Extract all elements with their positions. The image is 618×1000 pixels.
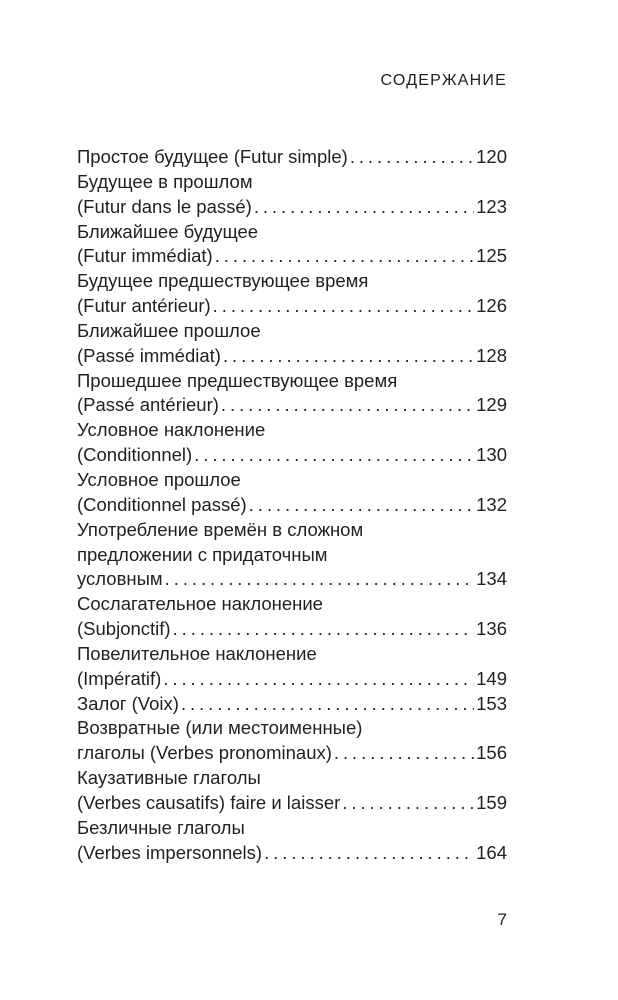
toc-page-number: 159 — [476, 791, 507, 813]
toc-entry-row — [77, 741, 507, 766]
toc-entry-title-line: (Conditionnel) — [77, 444, 193, 466]
toc-entry-title-line: (Conditionnel passé) — [77, 493, 247, 515]
toc-entry-title-line: (Passé antérieur) — [77, 394, 219, 416]
toc-entry[interactable] — [77, 642, 507, 692]
toc-entry-title-line: Каузативные глаголы — [77, 767, 261, 789]
toc-entry-row — [77, 145, 507, 170]
toc-entry[interactable] — [77, 468, 507, 518]
toc-entry-title-line: Условное прошлое — [77, 468, 241, 490]
toc-entry-title-line: (Impératif) — [77, 667, 162, 689]
toc-page-number: 132 — [476, 493, 507, 515]
toc-entry-title-line: (Subjonctif) — [77, 618, 171, 640]
toc-entry-row — [77, 294, 507, 319]
toc-entry-title-line: (Verbes impersonnels) — [77, 841, 263, 863]
toc-entry-title-line: (Verbes causatifs) faire и laisser — [77, 791, 341, 813]
toc-entry[interactable] — [77, 592, 507, 642]
toc-page-number: 149 — [476, 667, 507, 689]
toc-entry-row — [77, 567, 507, 592]
toc-entry-title-line: глаголы (Verbes pronominaux) — [77, 742, 332, 764]
toc-entry-row — [77, 692, 507, 717]
toc-entry[interactable] — [77, 518, 507, 593]
dot-leader — [334, 741, 474, 766]
toc-entry-title-line: Ближайшее прошлое — [77, 319, 261, 341]
dot-leader — [264, 841, 474, 866]
toc-entry[interactable] — [77, 269, 507, 319]
toc-entry-title-line: Употребление времён в сложном — [77, 518, 364, 540]
toc-entry-title-line: Возвратные (или местоименные) — [77, 717, 363, 739]
page-number: 7 — [497, 910, 507, 929]
dot-leader — [213, 294, 474, 319]
toc-entry-title-line: Условное наклонение — [77, 419, 266, 441]
dot-leader — [181, 692, 474, 717]
toc-entry-title-line: Будущее предшествующее время — [77, 270, 369, 292]
toc-entry-title-line: (Futur immédiat) — [77, 245, 213, 267]
toc-entry[interactable] — [77, 170, 507, 220]
toc-page-number: 123 — [476, 195, 507, 217]
section-title: СОДЕРЖАНИЕ — [380, 72, 507, 89]
toc-entry-row — [77, 244, 507, 269]
toc-entry-row — [77, 443, 507, 468]
dot-leader — [223, 344, 474, 369]
dot-leader — [342, 791, 474, 816]
toc-entry-row — [77, 344, 507, 369]
toc-entry-title-line: (Futur dans le passé) — [77, 195, 252, 217]
toc-page-number: 136 — [476, 618, 507, 640]
toc-entry[interactable] — [77, 816, 507, 866]
toc-entry-title-line: Залог (Voix) — [77, 692, 179, 714]
toc-entry[interactable] — [77, 145, 507, 170]
toc-page-number: 128 — [476, 344, 507, 366]
toc-entry[interactable] — [77, 369, 507, 419]
toc-entry-title-line: условным — [77, 568, 163, 590]
toc-entry[interactable] — [77, 319, 507, 369]
toc-page-number: 125 — [476, 245, 507, 267]
toc-entry-row — [77, 393, 507, 418]
dot-leader — [173, 617, 475, 642]
toc-entry-row — [77, 791, 507, 816]
table-of-contents — [77, 145, 507, 865]
toc-page-number: 120 — [476, 146, 507, 167]
toc-entry-title-line: предложении с придаточным — [77, 543, 328, 565]
toc-page-number: 134 — [476, 568, 507, 590]
toc-entry-title-line: Безличные глаголы — [77, 816, 245, 838]
toc-entry-title-line: Ближайшее будущее — [77, 220, 259, 242]
toc-entry-title-line: (Futur antérieur) — [77, 295, 211, 317]
toc-entry-title-line: Повелительное наклонение — [77, 642, 317, 664]
toc-page-number: 164 — [476, 841, 507, 863]
toc-page-number: 156 — [476, 742, 507, 764]
toc-entry-title-line: Простое будущее (Futur simple) — [77, 146, 348, 167]
toc-entry-row — [77, 841, 507, 866]
toc-entry-row — [77, 617, 507, 642]
dot-leader — [163, 667, 474, 692]
toc-entry-title-line: Будущее в прошлом — [77, 170, 253, 192]
toc-entry-row — [77, 493, 507, 518]
toc-entry[interactable] — [77, 220, 507, 270]
dot-leader — [194, 443, 474, 468]
toc-entry-title-line: Прошедшее предшествующее время — [77, 369, 398, 391]
toc-entry-row — [77, 195, 507, 220]
toc-entry[interactable] — [77, 716, 507, 766]
toc-page-number: 129 — [476, 394, 507, 416]
toc-entry-row — [77, 667, 507, 692]
toc-page-number: 126 — [476, 295, 507, 317]
toc-page-number: 153 — [476, 692, 507, 714]
toc-entry-title-line: (Passé immédiat) — [77, 344, 221, 366]
dot-leader — [215, 244, 474, 269]
toc-page-number: 130 — [476, 444, 507, 466]
toc-entry[interactable] — [77, 766, 507, 816]
dot-leader — [350, 145, 474, 170]
dot-leader — [254, 195, 474, 220]
toc-entry-title-line: Сослагательное наклонение — [77, 593, 323, 615]
dot-leader — [221, 393, 474, 418]
dot-leader — [249, 493, 474, 518]
toc-entry[interactable] — [77, 692, 507, 717]
toc-entry[interactable] — [77, 418, 507, 468]
dot-leader — [165, 567, 474, 592]
